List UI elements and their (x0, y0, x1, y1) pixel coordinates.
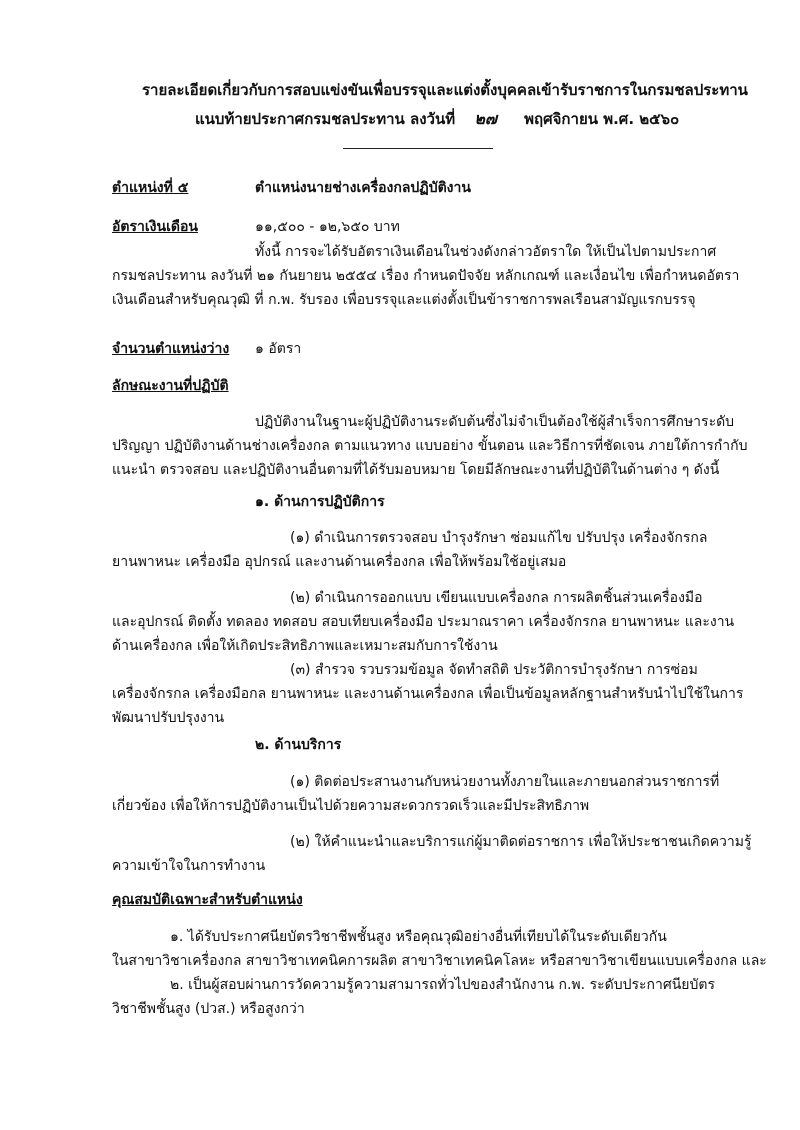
operations-item-line: เครื่องจักรกล เครื่องมือกล ยานพาหนะ และงานด้านเครื่องกล เพื่อเป็นข้อมูลหลักฐานสำหรับนำไปใช้ในการ (112, 686, 744, 702)
announcement-prefix: แนบท้ายประกาศกรมชลประทาน ลงวันที่ (195, 110, 456, 128)
announcement-line (195, 109, 679, 129)
operations-item-line: (๓) สำรวจ รวบรวมข้อมูล จัดทำสถิติ ประวัติการบำรุงรักษา การซ่อม (290, 662, 698, 678)
qualification-item-line: วิชาชีพชั้นสูง (ปวส.) หรือสูงกว่า (112, 1001, 305, 1017)
operations-item-line: ด้านเครื่องกล เพื่อให้เกิดประสิทธิภาพและเหมาะสมกับการใช้งาน (112, 638, 498, 654)
vacancy-value: ๑ อัตรา (255, 341, 302, 357)
position-label: ตำแหน่งที่ ๕ (112, 180, 189, 196)
operations-item-line: พัฒนาปรับปรุงงาน (112, 710, 225, 726)
qualification-item-line: ๑. ได้รับประกาศนียบัตรวิชาชีพชั้นสูง หรือคุณวุฒิอย่างอื่นที่เทียบได้ในระดับเดียวกัน (170, 929, 667, 945)
duties-intro-line: ปริญญา ปฏิบัติงานด้านช่างเครื่องกล ตามแนวทาง แบบอย่าง ขั้นตอน และวิธีการที่ชัดเจน ภายใต้การกำกับ (112, 438, 748, 454)
operations-section-title: ๑. ด้านการปฏิบัติการ (255, 494, 385, 510)
service-item-line: (๒) ให้คำแนะนำและบริการแก่ผู้มาติดต่อราชการ เพื่อให้ประชาชนเกิดความรู้ (290, 834, 752, 850)
salary-note-line: กรมชลประทาน ลงวันที่ ๒๑ กันยายน ๒๕๕๔ เรื่อง กำหนดปัจจัย หลักเกณฑ์ และเงื่อนไข เพื่อกำหนดอัตรา (112, 268, 740, 284)
document-title: รายละเอียดเกี่ยวกับการสอบแข่งขันเพื่อบรรจุและแต่งตั้งบุคคลเข้ารับราชการในกรมชลประทาน (142, 81, 748, 99)
duties-intro-line: ปฏิบัติงานในฐานะผู้ปฏิบัติงานระดับต้นซึ่งไม่จำเป็นต้องใช้ผู้สำเร็จการศึกษาระดับ (255, 414, 735, 430)
qualifications-label: คุณสมบัติเฉพาะสำหรับตำแหน่ง (112, 892, 303, 908)
operations-item-line: และอุปกรณ์ ติดตั้ง ทดลอง ทดสอบ สอบเทียบเครื่องมือ ประมาณราคา เครื่องจักรกล ยานพาหนะ และงาน (112, 614, 735, 630)
service-section-title: ๒. ด้านบริการ (255, 737, 342, 753)
service-item-line: เกี่ยวข้อง เพื่อให้การปฏิบัติงานเป็นไปด้วยความสะดวกรวดเร็วและมีประสิทธิภาพ (112, 798, 590, 814)
service-item-line: ความเข้าใจในการทำงาน (112, 858, 266, 874)
vacancy-label: จำนวนตำแหน่งว่าง (112, 341, 230, 357)
announcement-suffix: พฤศจิกายน พ.ศ. ๒๕๖๐ (524, 110, 680, 128)
qualification-item-line: ในสาขาวิชาเครื่องกล สาขาวิชาเทคนิคการผลิต สาขาวิชาเทคนิคโลหะ หรือสาขาวิชาเขียนแบบเครื่องกล และ (112, 953, 767, 969)
operations-item-line: (๑) ดำเนินการตรวจสอบ บำรุงรักษา ซ่อมแก้ไข ปรับปรุง เครื่องจักรกล (290, 530, 708, 546)
service-item-line: (๑) ติดต่อประสานงานกับหน่วยงานทั้งภายในและภายนอกส่วนราชการที่ (290, 774, 720, 790)
salary-note-line: ทั้งนี้ การจะได้รับอัตราเงินเดือนในช่วงดังกล่าวอัตราใด ให้เป็นไปตามประกาศ (255, 244, 717, 260)
header-divider (343, 148, 493, 149)
operations-item-line: ยานพาหนะ เครื่องมือ อุปกรณ์ และงานด้านเครื่องกล เพื่อให้พร้อมใช้อยู่เสมอ (112, 554, 567, 570)
qualification-item-line: ๒. เป็นผู้สอบผ่านการวัดความรู้ความสามารถทั่วไปของสำนักงาน ก.พ. ระดับประกาศนียบัตร (170, 977, 716, 993)
position-value: ตำแหน่งนายช่างเครื่องกลปฏิบัติงาน (255, 180, 471, 196)
operations-item-line: (๒) ดำเนินการออกแบบ เขียนแบบเครื่องกล การผลิตชิ้นส่วนเครื่องมือ (290, 590, 703, 606)
duties-intro-line: แนะนำ ตรวจสอบ และปฏิบัติงานอื่นตามที่ได้รับมอบหมาย โดยมีลักษณะงานที่ปฏิบัติในด้านต่าง ๆ ดังนี้ (112, 462, 720, 478)
handwritten-day: ๒๗ (474, 109, 497, 128)
duties-label: ลักษณะงานที่ปฏิบัติ (112, 378, 229, 394)
salary-label: อัตราเงินเดือน (112, 219, 198, 235)
salary-value: ๑๑,๕๐๐ - ๑๒,๖๕๐ บาท (255, 219, 400, 235)
salary-note-line: เงินเดือนสำหรับคุณวุฒิ ที่ ก.พ. รับรอง เพื่อบรรจุและแต่งตั้งเป็นข้าราชการพลเรือนสามัญแรกบรรจุ (112, 292, 696, 308)
